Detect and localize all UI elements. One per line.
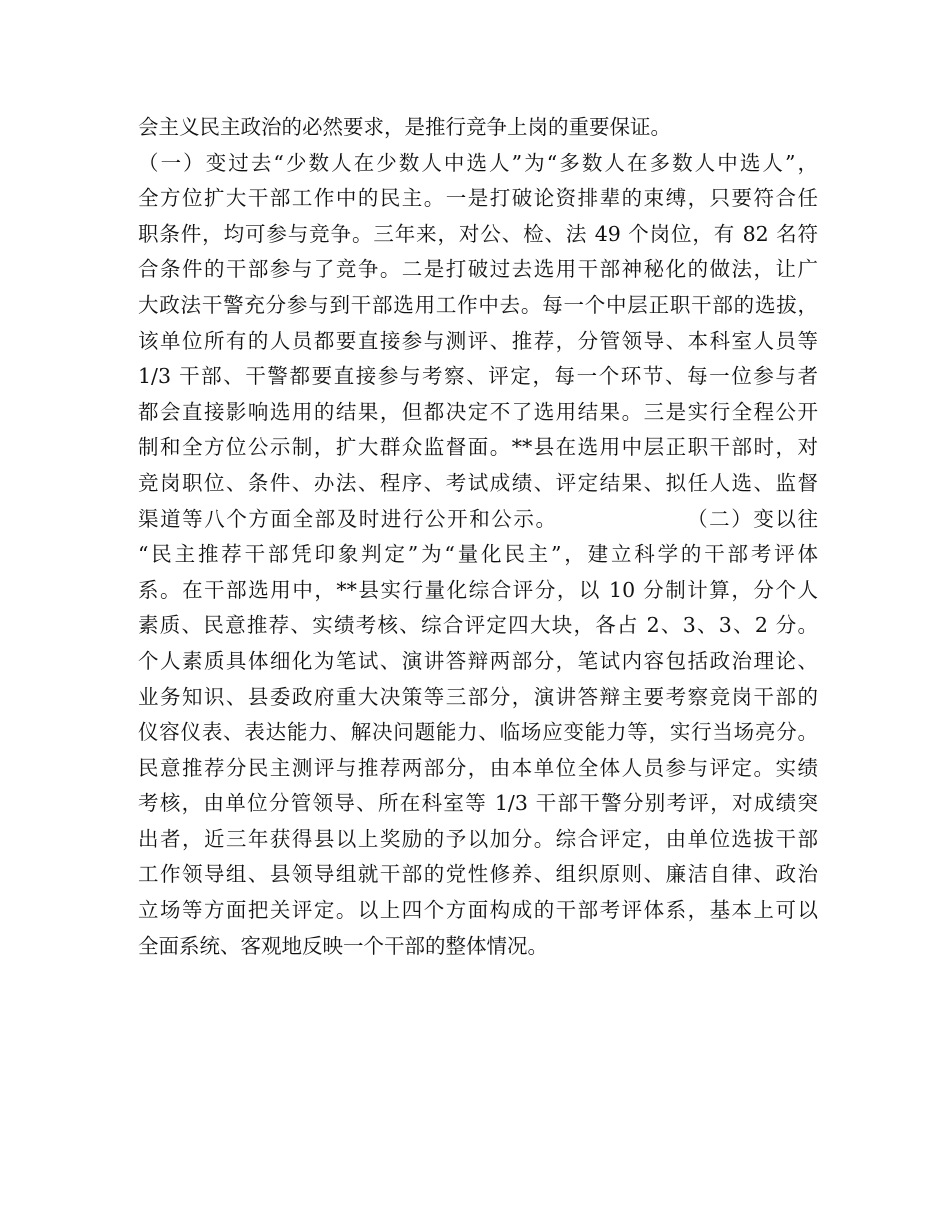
text-line: 合条件的干部参与了竞争。二是打破过去选用干部神秘化的做法，让广 — [138, 257, 818, 282]
text-line: 考核，由单位分管领导、所在科室等 1/3 干部干警分别考评，对成绩突 — [138, 791, 818, 816]
text-line: 民意推荐分民主测评与推荐两部分，由本单位全体人员参与评定。实绩 — [138, 755, 818, 780]
text-line: 系。在干部选用中，**县实行量化综合评分，以 10 分制计算，分个人 — [138, 577, 818, 602]
text-line: 素质、民意推荐、实绩考核、综合评定四大块，各占 2、3、3、2 分。 — [138, 613, 818, 638]
body-text — [138, 110, 818, 964]
text-line: 个人素质具体细化为笔试、演讲答辩两部分，笔试内容包括政治理论、 — [138, 648, 818, 673]
text-line: 仪容仪表、表达能力、解决问题能力、临场应变能力等，实行当场亮分。 — [138, 720, 818, 745]
text-line: 该单位所有的人员都要直接参与测评、推荐，分管领导、本科室人员等 — [138, 328, 818, 353]
text-line: 1/3 干部、干警都要直接参与考察、评定，每一个环节、每一位参与者 — [138, 364, 818, 389]
text-line: 都会直接影响选用的结果，但都决定不了选用结果。三是实行全程公开 — [138, 399, 818, 424]
text-line: 大政法干警充分参与到干部选用工作中去。每一个中层正职干部的选拔， — [138, 292, 818, 317]
text-line: 立场等方面把关评定。以上四个方面构成的干部考评体系，基本上可以 — [138, 898, 818, 923]
text-line: “民主推荐干部凭印象判定”为“量化民主”，建立科学的干部考评体 — [138, 542, 818, 567]
text-line: （一）变过去“少数人在少数人中选人”为“多数人在多数人中选人”， — [138, 150, 818, 175]
text-line: 制和全方位公示制，扩大群众监督面。**县在选用中层正职干部时，对 — [138, 435, 818, 460]
text-line: 全面系统、客观地反映一个干部的整体情况。 — [138, 933, 548, 958]
text-line: 业务知识、县委政府重大决策等三部分，演讲答辩主要考察竞岗干部的 — [138, 684, 818, 709]
text-line: 会主义民主政治的必然要求，是推行竞争上岗的重要保证。 — [138, 115, 671, 139]
text-line: 工作领导组、县领导组就干部的党性修养、组织原则、廉洁自律、政治 — [138, 862, 818, 887]
text-line: 出者，近三年获得县以上奖励的予以加分。综合评定，由单位选拔干部 — [138, 826, 818, 851]
text-line: 渠道等八个方面全部及时进行公开和公示。 （二）变以往 — [138, 506, 818, 531]
text-line: 竞岗职位、条件、办法、程序、考试成绩、评定结果、拟任人选、监督 — [138, 470, 818, 495]
text-line: 全方位扩大干部工作中的民主。一是打破论资排辈的束缚，只要符合任 — [138, 186, 818, 211]
text-line: 职条件，均可参与竞争。三年来，对公、检、法 49 个岗位，有 82 名符 — [138, 221, 818, 246]
